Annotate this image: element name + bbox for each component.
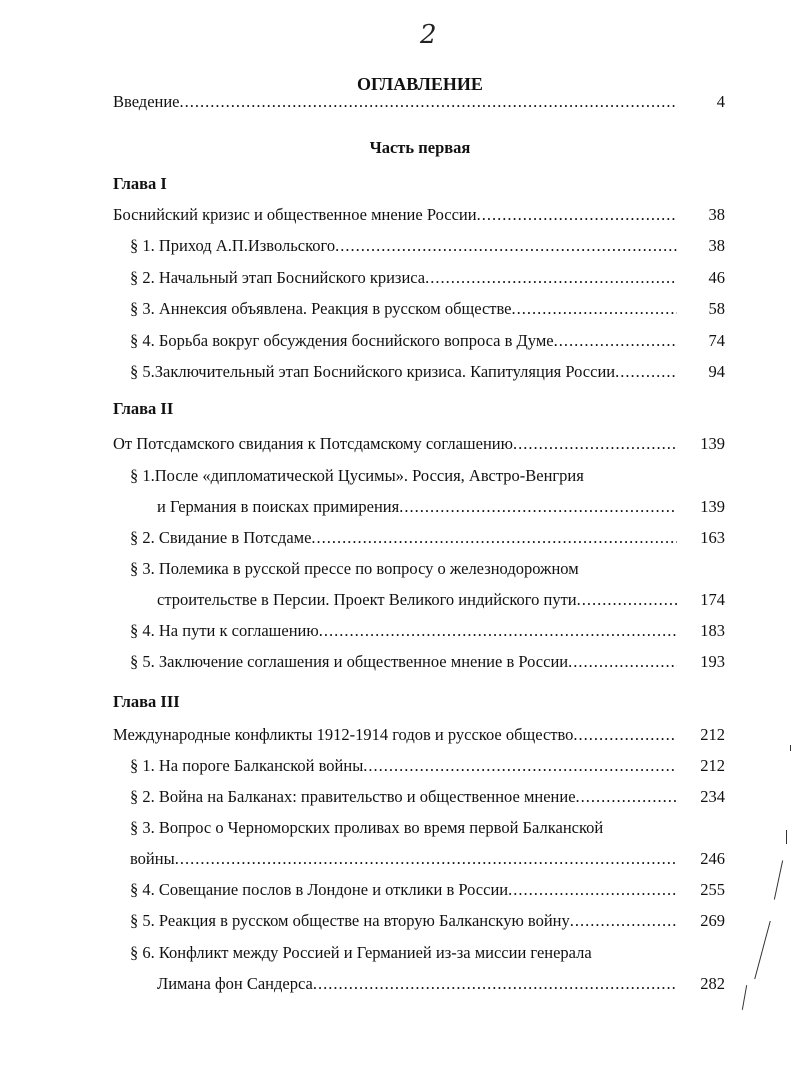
toc-entry[interactable] (130, 559, 725, 581)
toc-entry[interactable] (130, 943, 725, 965)
toc-entry-text: § 1. Приход А.П.Извольского (130, 236, 336, 255)
toc-entry[interactable] (157, 974, 725, 996)
toc-entry-text: § 4. Борьба вокруг обсуждения боснийского вопроса в Думе (130, 331, 554, 350)
toc-page-number: 212 (700, 725, 725, 744)
page-title: ОГЛАВЛЕНИЕ (357, 74, 483, 94)
chapter-heading: Глава II (113, 399, 174, 418)
toc-entry[interactable] (130, 362, 725, 384)
toc-entry[interactable] (113, 434, 725, 456)
toc-entry-text: § 5. Заключение соглашения и общественное мнение в России (130, 652, 569, 671)
toc-page-number: 58 (708, 299, 725, 318)
toc-entry-text: строительстве в Персии. Проект Великого индийского пути (157, 590, 577, 609)
dot-leader (180, 92, 677, 112)
dot-leader (313, 974, 677, 994)
toc-entry-text: § 6. Конфликт между Россией и Германией из-за миссии генерала (130, 943, 592, 962)
handwritten-page-number: 2 (420, 20, 437, 50)
dot-leader (508, 880, 677, 900)
toc-page-number: 246 (700, 849, 725, 868)
dot-leader (570, 911, 677, 931)
toc-page-number: 183 (700, 621, 725, 640)
scan-artifact (790, 745, 791, 751)
toc-page-number: 212 (700, 756, 725, 775)
toc-entry-text: § 4. Совещание послов в Лондоне и отклики в России (130, 880, 509, 899)
dot-leader (512, 299, 678, 319)
dot-leader (513, 434, 677, 454)
toc-page-number: 174 (700, 590, 725, 609)
toc-entry-text: § 5. Реакция в русском обществе на вторую Балканскую войну (130, 911, 570, 930)
toc-entry-text: От Потсдамского свидания к Потсдамскому соглашению (113, 434, 513, 453)
toc-entry-text: и Германия в поисках примирения (157, 497, 400, 516)
dot-leader (573, 725, 677, 745)
toc-entry-text: § 3. Полемика в русской прессе по вопросу о железнодорожном (130, 559, 579, 578)
dot-leader (363, 756, 677, 776)
toc-entry[interactable] (130, 466, 725, 488)
toc-entry-text: Боснийский кризис и общественное мнение России (113, 205, 477, 224)
scan-artifact (774, 860, 783, 899)
toc-entry[interactable] (130, 331, 725, 353)
toc-entry[interactable] (113, 725, 725, 747)
scan-artifact (754, 921, 770, 979)
dot-leader (477, 205, 677, 225)
toc-page-number: 269 (700, 911, 725, 930)
toc-entry[interactable] (130, 652, 725, 674)
toc-page-number: 139 (700, 497, 725, 516)
dot-leader (577, 590, 677, 610)
toc-entry-text: § 2. Начальный этап Боснийского кризиса (130, 268, 426, 287)
toc-entry[interactable] (130, 880, 725, 902)
dot-leader (175, 849, 677, 869)
dot-leader (568, 652, 677, 672)
toc-entry[interactable] (130, 911, 725, 933)
toc-entry[interactable] (130, 299, 725, 321)
toc-entry[interactable] (157, 497, 725, 519)
chapter-heading: Глава I (113, 174, 167, 193)
dot-leader (311, 528, 677, 548)
toc-page-number: 46 (708, 268, 725, 287)
toc-page-number: 4 (716, 92, 725, 111)
toc-page-number: 38 (708, 236, 725, 255)
toc-page-number: 139 (700, 434, 725, 453)
toc-page-number: 234 (700, 787, 725, 806)
toc-entry-text: § 2. Война на Балканах: правительство и общественное мнение (130, 787, 576, 806)
toc-entry[interactable] (157, 590, 725, 612)
toc-page-number: 163 (700, 528, 725, 547)
toc-entry-text: войны (130, 849, 175, 868)
toc-entry[interactable] (130, 621, 725, 643)
toc-entry-text: § 1. На пороге Балканской войны (130, 756, 364, 775)
dot-leader (319, 621, 677, 641)
toc-entry[interactable] (130, 268, 725, 290)
toc-entry-text: Введение (113, 92, 180, 111)
toc-page-number: 94 (708, 362, 725, 381)
dot-leader (399, 497, 677, 517)
toc-entry-text: § 5.Заключительный этап Боснийского кризиса. Капитуляция России (130, 362, 616, 381)
toc-entry-text: § 3. Аннексия объявлена. Реакция в русском обществе (130, 299, 512, 318)
part-heading: Часть первая (369, 138, 471, 157)
toc-entry[interactable] (130, 756, 725, 778)
toc-page-number: 282 (700, 974, 725, 993)
toc-page-number: 38 (708, 205, 725, 224)
toc-entry[interactable] (130, 528, 725, 550)
toc-page-number: 193 (700, 652, 725, 671)
toc-entry[interactable] (130, 818, 725, 840)
toc-entry[interactable] (130, 787, 725, 809)
toc-entry-text: § 4. На пути к соглашению (130, 621, 319, 640)
dot-leader (576, 787, 677, 807)
toc-entry-text: § 1.После «дипломатической Цусимы». Россия, Австро-Венгрия (130, 466, 584, 485)
toc-entry-text: Международные конфликты 1912-1914 годов и русское общество (113, 725, 574, 744)
toc-entry[interactable] (130, 236, 725, 258)
dot-leader (335, 236, 677, 256)
chapter-heading: Глава III (113, 692, 180, 711)
dot-leader (554, 331, 677, 351)
toc-entry[interactable] (113, 205, 725, 227)
toc-entry[interactable] (130, 849, 725, 871)
toc-entry-text: § 2. Свидание в Потсдаме (130, 528, 312, 547)
dot-leader (615, 362, 677, 382)
toc-entry-text: § 3. Вопрос о Черноморских проливах во время первой Балканской (130, 818, 604, 837)
dot-leader (425, 268, 677, 288)
toc-page-number: 255 (700, 880, 725, 899)
toc-page-number: 74 (708, 331, 725, 350)
toc-entry-text: Лимана фон Сандерса (157, 974, 313, 993)
toc-entry-intro[interactable] (113, 92, 725, 114)
scan-artifact (742, 985, 747, 1010)
scan-artifact (786, 830, 787, 844)
